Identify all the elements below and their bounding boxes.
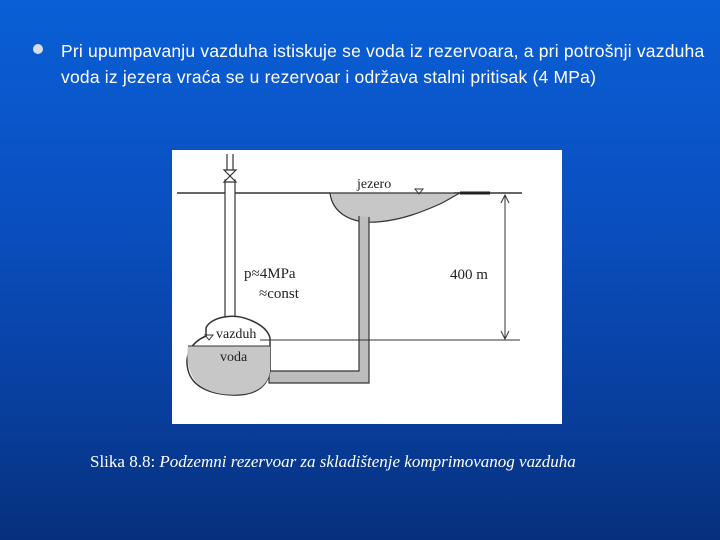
diagram-figure [172,150,562,424]
label-air: vazduh [216,327,257,342]
label-pressure: p≈4MPa [244,266,296,282]
label-height: 400 m [450,267,488,283]
valve-icon [224,170,236,182]
diagram-svg [172,150,562,424]
figure-caption [90,452,710,472]
label-const: ≈const [259,286,299,302]
bullet-dot-icon [33,44,43,54]
caption-title: Podzemni rezervoar za skladištenje komprimovanog vazduha [159,452,576,471]
label-water: voda [220,350,248,365]
lake-shape [330,193,460,222]
bullet-text: Pri upumpavanju vazduha istiskuje se voda iz rezervoara, a pri potrošnji vazduha voda iz jezera vraća se u rezervoar i održava stalni pritisak (4 MPa) [61,41,705,87]
caption-prefix: Slika 8.8: [90,452,160,471]
label-lake: jezero [357,177,392,192]
